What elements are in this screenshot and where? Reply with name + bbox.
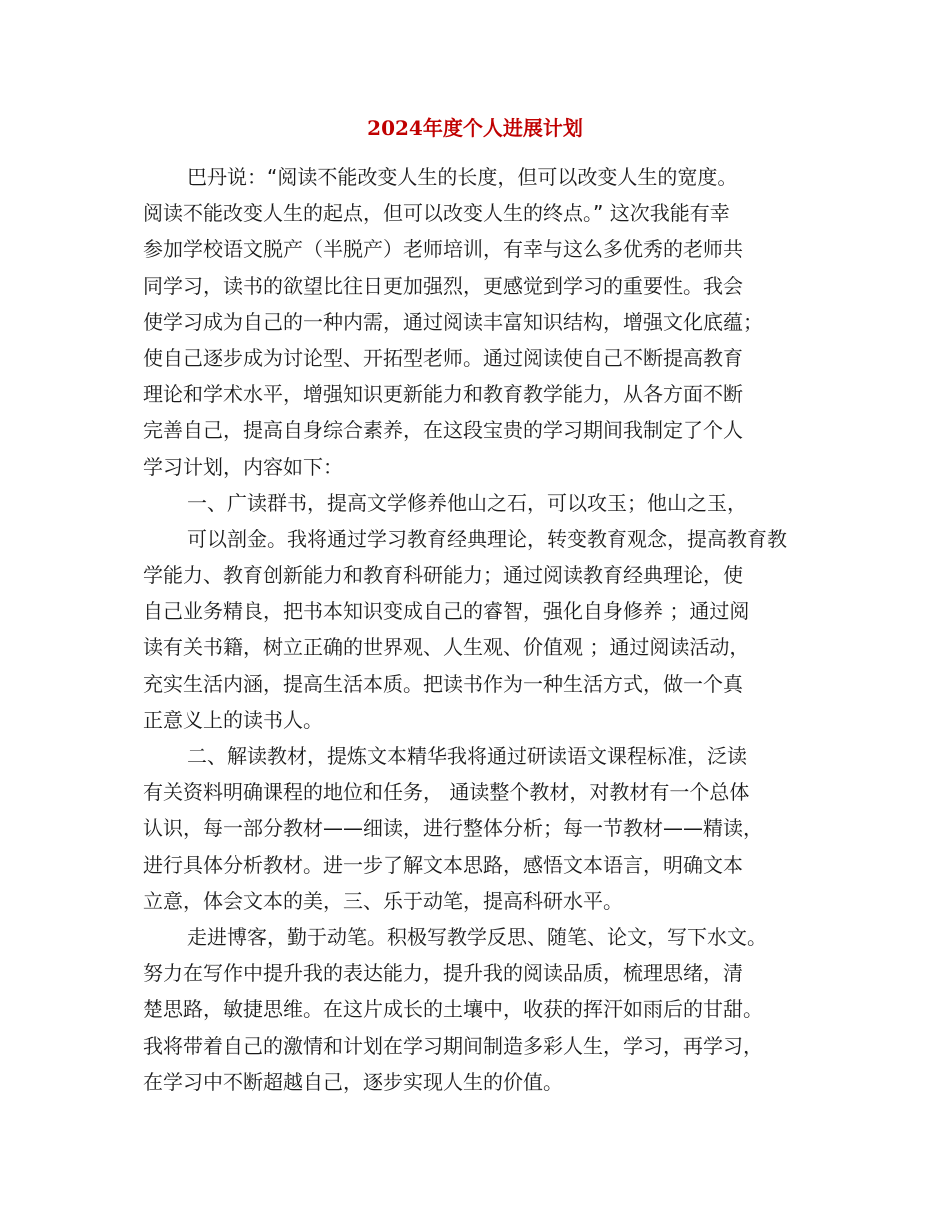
text-line: 充实生活内涵，提高生活本质。把读书作为一种生活方式，做一个真 [143, 671, 743, 696]
text-line: 理论和学术水平，增强知识更新能力和教育教学能力，从各方面不断 [143, 382, 743, 407]
text-line: 在学习中不断超越自己，逐步实现人生的价值。 [143, 1069, 563, 1094]
text-line: 我将带着自己的激情和计划在学习期间制造多彩人生，学习，再学习， [143, 1033, 763, 1058]
document-body [143, 159, 808, 1100]
text-line: 走进博客，勤于动笔。积极写教学反思、随笔、论文，写下水文。 [187, 924, 767, 949]
text-line: 一、广读群书，提高文学修养他山之石，可以攻玉；他山之玉， [187, 490, 747, 515]
text-line: 参加学校语文脱产（半脱产）老师培训，有幸与这么多优秀的老师共 [143, 237, 743, 262]
text-line: 二、解读教材，提炼文本精华我将通过研读语文课程标准，泛读 [187, 744, 747, 768]
text-line: 认识，每一部分教材——细读，进行整体分析；每一节教材——精读， [143, 816, 763, 841]
text-line: 使自己逐步成为讨论型、开拓型老师。通过阅读使自己不断提高教育 [143, 345, 743, 370]
text-line: 使学习成为自己的一种内需，通过阅读丰富知识结构，增强文化底蕴； [143, 309, 763, 334]
text-line: 正意义上的读书人。 [143, 707, 323, 732]
text-line: 进行具体分析教材。进一步了解文本思路，感悟文本语言，明确文本 [143, 852, 743, 877]
text-line: 完善自己，提高自身综合素养，在这段宝贵的学习期间我制定了个人 [143, 418, 743, 443]
text-line: 立意，体会文本的美，三、乐于动笔，提高科研水平。 [143, 888, 623, 913]
document-title: 2024年度个人进展计划 [367, 116, 583, 140]
text-line: 阅读不能改变人生的起点，但可以改变人生的终点。” 这次我能有幸 [143, 201, 730, 226]
text-line: 学习计划，内容如下： [143, 454, 343, 479]
text-line: 巴丹说：“阅读不能改变人生的长度，但可以改变人生的宽度。 [187, 165, 738, 189]
text-line: 自己业务精良，把书本知识变成自己的睿智，强化自身修养 ；通过阅 [143, 599, 750, 624]
text-line: 楚思路，敏捷思维。在这片成长的土壤中，收获的挥汗如雨后的甘甜。 [143, 997, 763, 1022]
text-line: 努力在写作中提升我的表达能力，提升我的阅读品质，梳理思绪，清 [143, 961, 743, 986]
text-line: 有关资料明确课程的地位和任务， 通读整个教材，对教材有一个总体 [143, 780, 750, 805]
text-line: 学能力、教育创新能力和教育科研能力；通过阅读教育经典理论，使 [143, 563, 743, 588]
text-line: 可以剖金。我将通过学习教育经典理论，转变教育观念，提高教育教 [187, 526, 787, 551]
text-line: 读有关书籍，树立正确的世界观、人生观、价值观 ；通过阅读活动， [143, 635, 750, 660]
text-line: 同学习，读书的欲望比往日更加强烈，更感觉到学习的重要性。我会 [143, 273, 743, 298]
